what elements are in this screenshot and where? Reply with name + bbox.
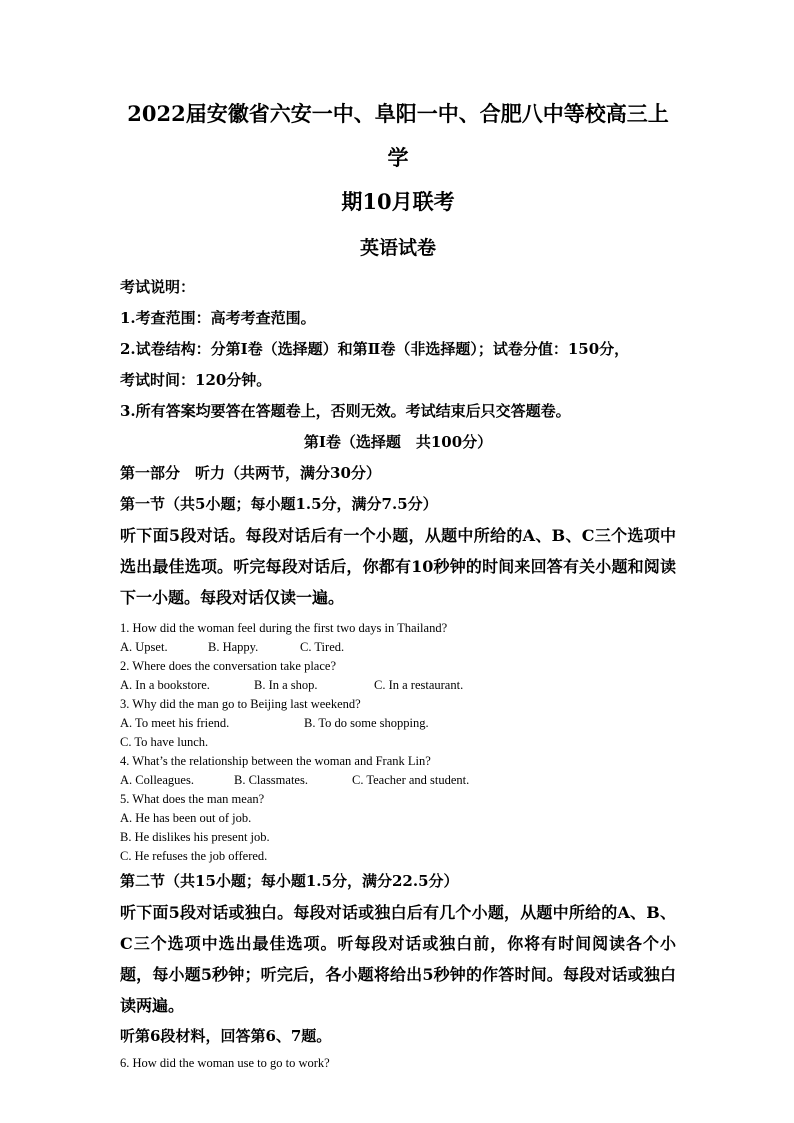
- question-2-options: [120, 676, 676, 695]
- question-5-stem: 5. What does the man mean?: [120, 792, 265, 806]
- exam-title-line-1: 2022届安徽省六安一中、阜阳一中、合肥八中等校高三上学: [127, 101, 669, 170]
- instruction-item-1: 1.考查范围：高考考查范围。: [120, 309, 316, 327]
- exam-subject: 英语试卷: [359, 237, 436, 259]
- question-3-stem: 3. Why did the man go to Beijing last weekend?: [120, 697, 361, 711]
- question-4-option-a: A. Colleagues.: [120, 773, 194, 787]
- question-1-stem: 1. How did the woman feel during the first two days in Thailand?: [120, 621, 448, 635]
- instructions-heading: 考试说明：: [120, 278, 196, 296]
- volume-1-heading: 第Ⅰ卷（选择题 共100分）: [303, 433, 493, 451]
- instructions: [120, 272, 676, 427]
- instruction-item-2a: 2.试卷结构：分第Ⅰ卷（选择题）和第Ⅱ卷（非选择题）；试卷分值：150分，: [120, 340, 630, 358]
- section-1-directions: 听下面5段对话。每段对话后有一个小题，从题中所给的A、B、C三个选项中选出最佳选项。听完每段对话后，你都有10秒钟的时间来回答有关小题和阅读下一小题。每段对话仅读一遍。: [120, 526, 676, 607]
- section-1-heading: 第一节（共5小题；每小题1.5分，满分7.5分）: [120, 495, 438, 513]
- question-3-options: [120, 714, 676, 733]
- question-1-options: [120, 638, 676, 657]
- material-6-instruction: 听第6段材料，回答第6、7题。: [120, 1027, 332, 1045]
- question-4-option-c: C. Teacher and student.: [352, 773, 470, 787]
- exam-page: [120, 92, 676, 1073]
- question-2-option-c: C. In a restaurant.: [374, 678, 464, 692]
- question-3-option-b: B. To do some shopping.: [304, 716, 429, 730]
- question-1-option-b: B. Happy.: [208, 640, 259, 654]
- question-4-stem: 4. What’s the relationship between the woman and Frank Lin?: [120, 754, 431, 768]
- exam-title-line-2: 期10月联考: [341, 189, 455, 214]
- question-3-option-a: A. To meet his friend.: [120, 716, 230, 730]
- question-6-stem: 6. How did the woman use to go to work?: [120, 1056, 330, 1070]
- instruction-item-2b: 考试时间：120分钟。: [120, 371, 272, 389]
- question-4-options: [120, 771, 676, 790]
- question-3-option-c: C. To have lunch.: [120, 735, 209, 749]
- instruction-item-3: 3.所有答案均要答在答题卷上，否则无效。考试结束后只交答题卷。: [120, 402, 571, 420]
- section-2-directions: 听下面5段对话或独白。每段对话或独白后有几个小题，从题中所给的A、B、C三个选项中选出最佳选项。听每段对话或独白前，你将有时间阅读各个小题，每小题5秒钟；听完后，各小题将给出5秒钟的作答时间。每段对话或独白读两遍。: [120, 903, 676, 1015]
- question-2-stem: 2. Where does the conversation take place?: [120, 659, 336, 673]
- question-2-option-a: A. In a bookstore.: [120, 678, 210, 692]
- question-5-option-c: C. He refuses the job offered.: [120, 849, 268, 863]
- question-5-option-a: A. He has been out of job.: [120, 811, 252, 825]
- question-list: [120, 619, 676, 866]
- question-5-option-b: B. He dislikes his present job.: [120, 830, 270, 844]
- question-4-option-b: B. Classmates.: [234, 773, 308, 787]
- question-2-option-b: B. In a shop.: [254, 678, 318, 692]
- question-1-option-a: A. Upset.: [120, 640, 168, 654]
- part-1-heading: 第一部分 听力（共两节，满分30分）: [120, 464, 381, 482]
- question-1-option-c: C. Tired.: [300, 640, 345, 654]
- section-2-heading: 第二节（共15小题；每小题1.5分，满分22.5分）: [120, 872, 459, 890]
